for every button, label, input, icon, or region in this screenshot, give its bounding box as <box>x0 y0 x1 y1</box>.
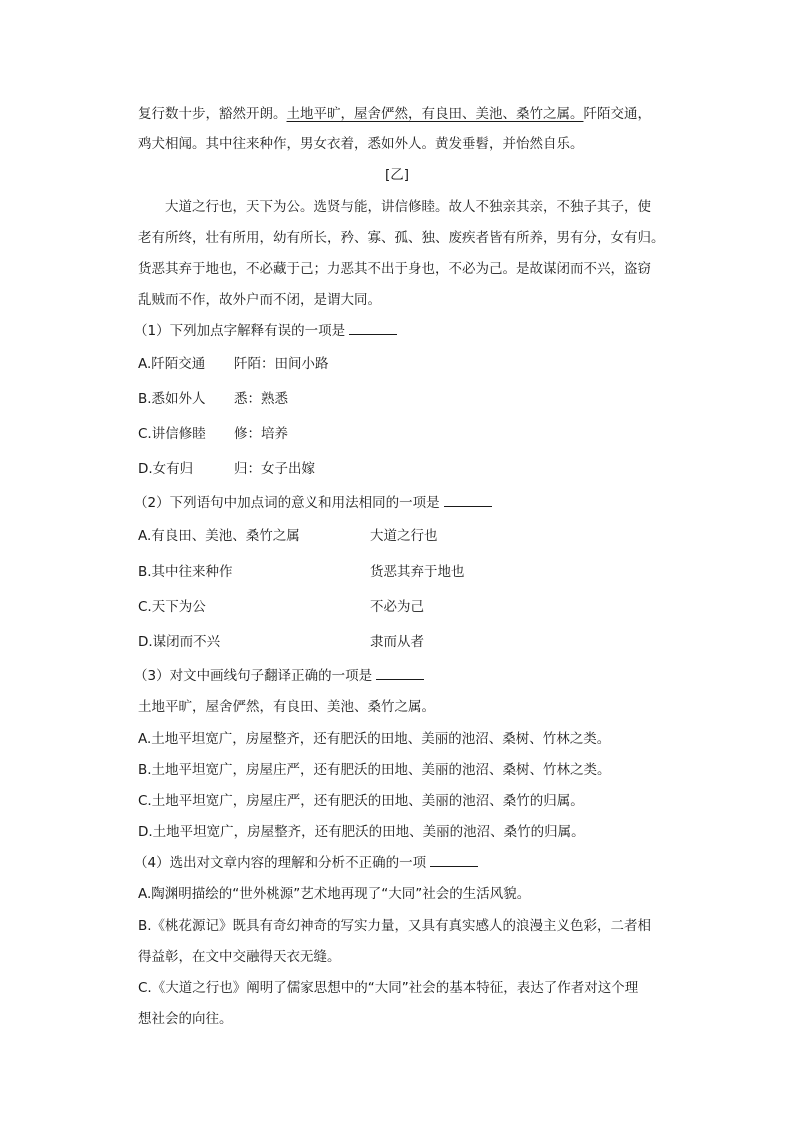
question-1-stem <box>134 321 674 341</box>
passage-jia-line-1 <box>138 104 678 124</box>
q4-option-b-line-2: 得益彰，在文中交融得天衣无缝。 <box>138 949 341 965</box>
option-label: B.悉如外人 <box>138 391 206 407</box>
q2-option-c: C.天下为公 <box>138 599 206 615</box>
option-gloss: 阡陌：田间小路 <box>234 356 329 372</box>
q4-option-c-line-1: C.《大道之行也》阐明了儒家思想中的“大同”社会的基本特征，表达了作者对这个理 <box>138 980 639 996</box>
underlined-sentence: 土地平旷，屋舍俨然，有良田、美池、桑竹之属。 <box>286 106 584 122</box>
q2-option-a-compare: 大道之行也 <box>370 528 438 544</box>
question-text: （4）选出对文章内容的理解和分析不正确的一项 <box>134 855 427 871</box>
answer-blank[interactable] <box>376 678 424 680</box>
passage-yi-heading: [乙] <box>384 167 410 183</box>
q3-option-c: C.土地平坦宽广，房屋庄严，还有肥沃的田地、美丽的池沼、桑竹的归属。 <box>138 793 584 809</box>
answer-blank[interactable] <box>444 505 492 507</box>
question-2-stem <box>134 493 674 513</box>
q2-option-d: D.谋闭而不兴 <box>138 634 221 650</box>
q2-option-b-compare: 货恶其弃于地也 <box>370 564 465 580</box>
q2-option-c-compare: 不必为己 <box>370 599 424 615</box>
answer-blank[interactable] <box>349 333 397 335</box>
passage-yi-line-4: 乱贼而不作，故外户而不闭，是谓大同。 <box>138 292 381 308</box>
passage-yi-line-2: 老有所终，壮有所用，幼有所长，矜、寡、孤、独、废疾者皆有所养，男有分，女有归。 <box>138 230 665 246</box>
q3-option-d: D.土地平坦宽广，房屋整齐，还有肥沃的田地、美丽的池沼、桑竹的归属。 <box>138 824 585 840</box>
option-label: C.讲信修睦 <box>138 426 206 442</box>
option-gloss: 归：女子出嫁 <box>234 461 315 477</box>
q1-option-a <box>138 354 678 374</box>
answer-blank[interactable] <box>430 865 478 867</box>
q1-option-c <box>138 424 678 444</box>
passage-yi-line-1: 大道之行也，天下为公。选贤与能，讲信修睦。故人不独亲其亲，不独子其子，使 <box>165 199 651 215</box>
text-segment: 阡陌交通， <box>583 106 651 122</box>
q1-option-d <box>138 459 678 479</box>
question-3-stem <box>134 666 674 686</box>
question-4-stem <box>134 853 674 873</box>
option-gloss: 悉：熟悉 <box>234 391 288 407</box>
q2-option-b: B.其中往来种作 <box>138 564 233 580</box>
q4-option-a: A.陶渊明描绘的“世外桃源”艺术地再现了“大同”社会的生活风貌。 <box>138 886 531 902</box>
q3-option-b: B.土地平坦宽广，房屋庄严，还有肥沃的田地、美丽的池沼、桑树、竹林之类。 <box>138 762 611 778</box>
q3-sentence: 土地平旷，屋舍俨然，有良田、美池、桑竹之属。 <box>138 699 435 715</box>
option-label: D.女有归 <box>138 461 194 477</box>
q3-option-a: A.土地平坦宽广，房屋整齐，还有肥沃的田地、美丽的池沼、桑树、竹林之类。 <box>138 731 611 747</box>
q1-option-b <box>138 389 678 409</box>
passage-jia-line-2: 鸡犬相闻。其中往来种作，男女衣着，悉如外人。黄发垂髫，并怡然自乐。 <box>138 136 584 152</box>
option-gloss: 修：培养 <box>234 426 288 442</box>
question-text: （2）下列语句中加点词的意义和用法相同的一项是 <box>134 495 440 511</box>
question-text: （1）下列加点字解释有误的一项是 <box>134 323 346 339</box>
q2-option-d-compare: 隶而从者 <box>370 634 424 650</box>
option-label: A.阡陌交通 <box>138 356 206 372</box>
text-segment: 复行数十步，豁然开朗。 <box>138 106 287 122</box>
q2-option-a: A.有良田、美池、桑竹之属 <box>138 528 300 544</box>
passage-yi-line-3: 货恶其弃于地也，不必藏于己；力恶其不出于身也，不必为己。是故谋闭而不兴，盗窃 <box>138 261 651 277</box>
q4-option-c-line-2: 想社会的向往。 <box>138 1011 233 1027</box>
q4-option-b-line-1: B.《桃花源记》既具有奇幻神奇的写实力量，又具有真实感人的浪漫主义色彩，二者相 <box>138 918 652 934</box>
question-text: （3）对文中画线句子翻译正确的一项是 <box>134 668 373 684</box>
